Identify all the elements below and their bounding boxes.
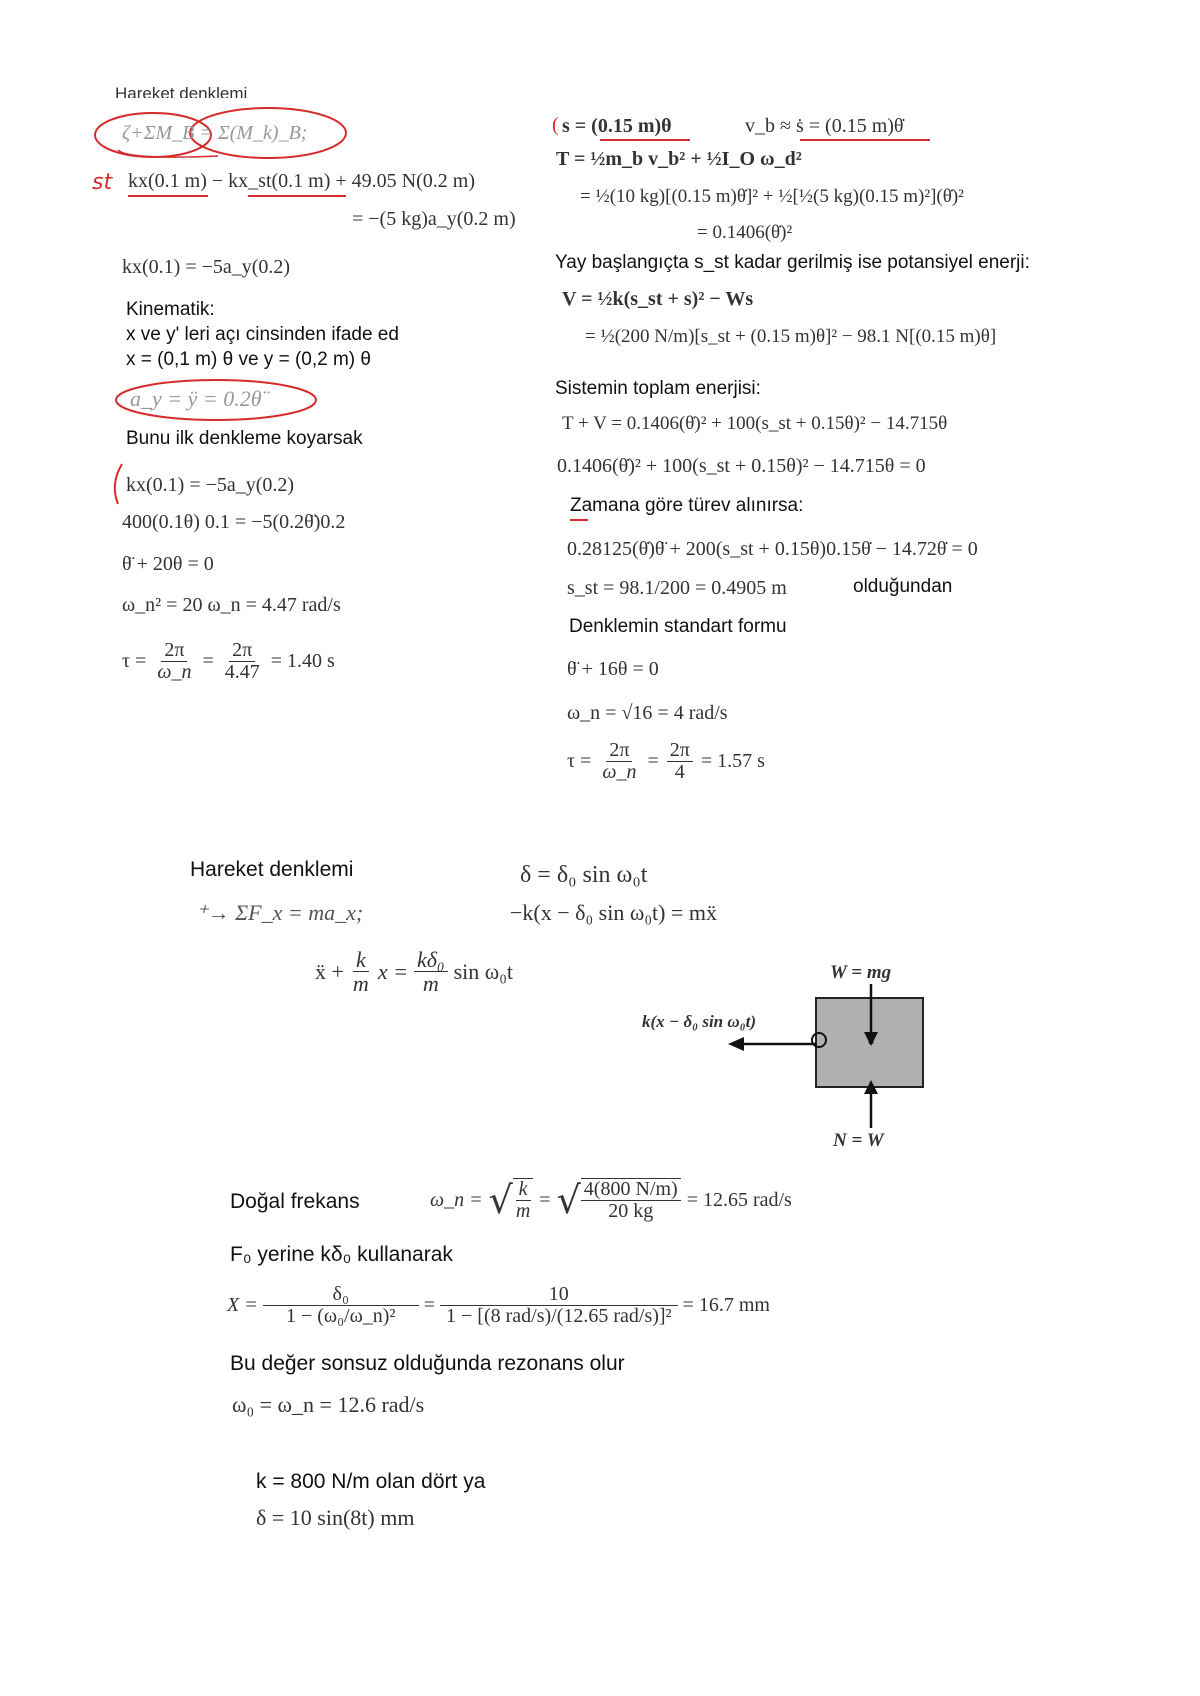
tau-left-equation — [122, 640, 335, 683]
equation-V2: = ½(200 N/m)[s_st + (0.15 m)θ]² − 98.1 N[(0.15 m)θ] — [585, 326, 997, 347]
cut-header: Hareket denklemi — [115, 84, 248, 98]
tau-label: τ = — [122, 650, 147, 672]
red-paren: ( — [552, 114, 559, 136]
equation-3: kx(0.1) = −5a_y(0.2) — [126, 474, 295, 496]
ode-k: k — [353, 948, 369, 972]
equation-s: s = (0.15 m)θ — [562, 115, 672, 137]
underline-vb — [800, 139, 930, 141]
X-den2: 1 − [(8 rad/s)/(12.65 rad/s)]² — [446, 1305, 672, 1327]
equation-T3: = 0.1406(θ̇)² — [697, 222, 793, 243]
tau-right-label: τ = — [567, 750, 592, 772]
dogal-frekans-label: Doğal frekans — [230, 1190, 360, 1213]
equation-4: 400(0.1θ) 0.1 = −5(0.2θ̈)0.2 — [122, 511, 346, 533]
kinematik-line1: x ve y' leri açı cinsinden ifade ed — [126, 324, 399, 345]
tau-right-equation: τ = $\frac{2\pi}{\omega\_n}$ = $\frac{2\pi}{4}$ = 1.57 s — [567, 739, 765, 783]
tau-right-den: ω_n — [602, 761, 637, 783]
fbd-normal-label: N = W — [833, 1130, 884, 1151]
underline-z — [570, 519, 588, 521]
force-equation: −k(x − δ₀ sin ω₀t) = mẍ — [510, 900, 717, 925]
zaman-text: Zamana göre türev alınırsa: — [570, 495, 804, 516]
tau-den-2: 4.47 — [224, 661, 260, 683]
X-num2: 10 — [440, 1284, 678, 1306]
ode-equation — [315, 948, 513, 995]
fo-text: F₀ yerine kδ₀ kullanarak — [230, 1243, 453, 1266]
equation-std: θ̈ + 16θ = 0 — [567, 658, 659, 680]
equation-6: ω_n² = 20 ω_n = 4.47 rad/s — [122, 594, 341, 616]
X-result: = 16.7 mm — [682, 1294, 770, 1316]
w0-equation: ω₀ = ω_n = 12.6 rad/s — [232, 1392, 425, 1417]
equation-vb: v_b ≈ ṡ = (0.15 m)θ̇ — [745, 115, 904, 137]
bunu-text: Bunu ilk denkleme koyarsak — [126, 428, 363, 449]
ode-kd: kδ₀ — [414, 948, 448, 972]
tau-num-2: 2π — [229, 640, 255, 662]
wn-num: 4(800 N/m) — [581, 1179, 681, 1201]
fbd-spring-force-label: k(x − δ₀ sin ω₀t) — [642, 1012, 756, 1031]
equation-5: θ̈ + 20θ = 0 — [122, 553, 214, 575]
red-bracket — [108, 460, 128, 508]
sistem-text: Sistemin toplam enerjisi: — [555, 378, 761, 399]
X-den1: 1 − (ω₀/ω_n)² — [285, 1305, 396, 1327]
equation-2: kx(0.1) = −5a_y(0.2) — [122, 256, 291, 278]
equation-1b: = −(5 kg)a_y(0.2 m) — [352, 208, 516, 230]
equation-E0: 0.1406(θ̇)² + 100(s_st + 0.15θ)² − 14.715θ = 0 — [557, 455, 926, 477]
wn-result: = 12.65 rad/s — [686, 1188, 792, 1211]
tau-den: ω_n — [157, 661, 192, 683]
wn-m: m — [515, 1200, 531, 1222]
tau-result: = 1.40 s — [270, 650, 335, 672]
ode-x: x = — [377, 958, 408, 984]
equation-TV: T + V = 0.1406(θ̇)² + 100(s_st + 0.15θ)² − 14.715θ — [562, 413, 948, 434]
oldugundan-text: olduğundan — [853, 576, 953, 597]
ode-m: m — [352, 971, 369, 997]
fx-equation: ⁺→ ΣF_x = ma_x; — [196, 900, 364, 925]
fbd-weight-label: W = mg — [830, 962, 892, 983]
ode-m2: m — [422, 971, 439, 997]
tau-right-num: 2π — [606, 740, 632, 762]
equation-T: T = ½m_b v_b² + ½I_O ω_d² — [556, 148, 802, 170]
fbd-arrows — [720, 978, 950, 1128]
equation-sst: s_st = 98.1/200 = 0.4905 m — [567, 577, 787, 599]
st-annotation: st — [92, 170, 113, 195]
equation-1a: kx(0.1 m) − kx_st(0.1 m) + 49.05 N(0.2 m) — [128, 170, 475, 192]
wn-label: ω_n = — [430, 1188, 483, 1211]
equation-V: V = ½k(s_st + s)² − Ws — [562, 288, 754, 310]
delta-line: δ = 10 sin(8t) mm — [256, 1505, 415, 1530]
underline-s — [600, 139, 690, 141]
X-num1: δ₀ — [263, 1284, 419, 1306]
standart-text: Denklemin standart formu — [569, 616, 787, 637]
ode-sin: sin ω₀t — [453, 958, 514, 984]
wn-k: k — [516, 1179, 531, 1201]
X-equation: X = $\frac{\text{δ₀}}{\text{1 − (ω₀/ω\_n)²}}$ = $\frac{10}{\text{1 − [(8 rad/s)/(12.65 rad/s)]²}}$ = 16.7 mm — [227, 1283, 770, 1327]
tau-right-den-2: 4 — [674, 761, 685, 783]
wn-equation: ω_n = √ $\frac{k}{m}$ = √ $\frac{4(800 N/m)}{20 kg}$ = 12.65 rad/s — [430, 1178, 792, 1222]
kinematik-line2: x = (0,1 m) θ ve y = (0,2 m) θ — [126, 349, 371, 370]
X-label: X = — [227, 1294, 258, 1316]
moment-equation: ζ+ΣM_B = Σ(M_k)_B; — [122, 122, 308, 144]
yay-text: Yay başlangıçta s_st kadar gerilmiş ise potansiyel enerji: — [555, 252, 1030, 273]
hareket-title: Hareket denklemi — [190, 858, 354, 881]
equation-ay: a_y = ÿ = 0.2θ̈ — [130, 386, 262, 411]
tau-num: 2π — [161, 640, 187, 662]
equation-wn: ω_n = √16 = 4 rad/s — [567, 702, 728, 724]
rezonans-text: Bu değer sonsuz olduğunda rezonans olur — [230, 1352, 625, 1375]
tau-right-result: = 1.57 s — [700, 750, 765, 772]
equation-deriv: 0.28125(θ̇)θ̈ + 200(s_st + 0.15θ)0.15θ̇ − 14.72θ̇ = 0 — [567, 538, 978, 560]
delta-equation: δ = δ₀ sin ω₀t — [520, 862, 648, 888]
kinematik-title: Kinematik: — [126, 299, 215, 320]
equation-T2: = ½(10 kg)[(0.15 m)θ̇]² + ½[½(5 kg)(0.15 m)²](θ̇)² — [580, 186, 964, 207]
wn-den: 20 kg — [608, 1200, 654, 1222]
ode-lhs: ẍ + — [315, 958, 344, 984]
underline-1 — [128, 195, 208, 197]
underline-2 — [248, 195, 346, 197]
tau-eq: = — [202, 650, 214, 672]
k-line: k = 800 N/m olan dört ya — [256, 1470, 486, 1493]
tau-right-num-2: 2π — [667, 740, 693, 762]
